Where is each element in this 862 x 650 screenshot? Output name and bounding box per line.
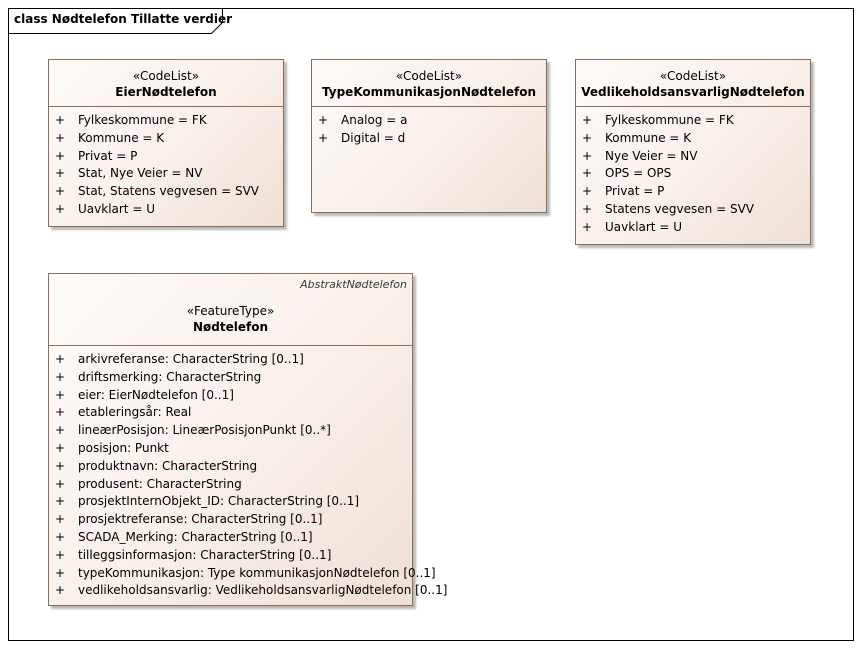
visibility-marker: + xyxy=(582,113,593,127)
attribute-row xyxy=(312,130,546,148)
class-stereotype: «CodeList» xyxy=(132,69,200,83)
attribute-row xyxy=(49,148,283,166)
class-box-nodtelefon[interactable] xyxy=(48,273,448,606)
class-stereotype: «FeatureType» xyxy=(186,304,275,318)
visibility-marker: + xyxy=(55,201,66,216)
attribute-text: Stat, Statens vegvesen = SVV xyxy=(78,184,259,199)
attribute-text: Nye Veier = NV xyxy=(605,148,698,163)
diagram-keyword: class xyxy=(14,12,48,26)
visibility-marker: + xyxy=(55,405,66,420)
attribute-row xyxy=(576,112,810,130)
attribute-row xyxy=(49,369,412,387)
visibility-marker: + xyxy=(55,529,66,544)
attribute-list xyxy=(576,107,810,237)
attribute-text: Privat = P xyxy=(78,148,138,163)
visibility-marker: + xyxy=(582,166,593,181)
attribute-text: tilleggsinformasjon: CharacterString [0..1] xyxy=(78,547,332,562)
visibility-marker: + xyxy=(55,113,66,127)
class-name: Nødtelefon xyxy=(192,320,268,334)
attribute-row xyxy=(576,219,810,237)
visibility-marker: + xyxy=(55,352,66,366)
attribute-text: vedlikeholdsansvarlig: VedlikeholdsansvarligNødtelefon [0..1] xyxy=(78,583,448,598)
visibility-marker: + xyxy=(582,184,593,199)
attribute-row xyxy=(576,130,810,148)
attribute-text: Fylkeskommune = FK xyxy=(605,113,734,127)
visibility-marker: + xyxy=(55,184,66,199)
visibility-marker: + xyxy=(582,219,593,234)
attribute-row xyxy=(49,404,412,422)
visibility-marker: + xyxy=(55,440,66,455)
visibility-marker: + xyxy=(582,201,593,216)
visibility-marker: + xyxy=(55,583,66,598)
attribute-text: Stat, Nye Veier = NV xyxy=(78,166,203,181)
attribute-text: etableringsår: Real xyxy=(78,405,192,420)
attribute-text: lineærPosisjon: LineærPosisjonPunkt [0..*] xyxy=(78,423,331,438)
attribute-row xyxy=(49,565,436,583)
diagram-title xyxy=(14,12,232,26)
class-name: TypeKommunikasjonNødtelefon xyxy=(322,85,536,99)
attribute-row xyxy=(49,183,283,201)
attribute-text: driftsmerking: CharacterString xyxy=(78,369,262,384)
attribute-row xyxy=(576,148,810,166)
visibility-marker: + xyxy=(55,512,66,527)
attribute-list xyxy=(312,107,546,148)
attribute-row xyxy=(49,529,412,547)
attribute-row xyxy=(576,183,810,201)
parent-class-name: AbstraktNødtelefon xyxy=(300,278,407,291)
attribute-row xyxy=(49,387,412,405)
attribute-text: posisjon: Punkt xyxy=(78,440,169,455)
attribute-row xyxy=(49,511,412,529)
attribute-text: typeKommunikasjon: Type kommunikasjonNødtelefon [0..1] xyxy=(78,565,436,580)
visibility-marker: + xyxy=(55,458,66,473)
class-header xyxy=(312,60,546,107)
attribute-text: SCADA_Merking: CharacterString [0..1] xyxy=(78,529,313,544)
attribute-row xyxy=(49,422,412,440)
class-box-eiernodtelefon[interactable] xyxy=(48,59,284,227)
attribute-row xyxy=(49,130,283,148)
class-box-vedlikeholdsansvarlignodtelefon[interactable] xyxy=(575,59,811,245)
attribute-text: OPS = OPS xyxy=(605,166,672,181)
visibility-marker: + xyxy=(318,130,329,145)
visibility-marker: + xyxy=(55,565,66,580)
class-header xyxy=(49,274,412,346)
visibility-marker: + xyxy=(55,166,66,181)
attribute-text: Analog = a xyxy=(341,113,408,127)
visibility-marker: + xyxy=(55,494,66,509)
attribute-text: prosjektreferanse: CharacterString [0..1] xyxy=(78,512,323,527)
class-header xyxy=(576,60,810,107)
visibility-marker: + xyxy=(55,476,66,491)
attribute-text: produktnavn: CharacterString xyxy=(78,458,258,473)
attribute-text: prosjektInternObjekt_ID: CharacterString [0..1] xyxy=(78,494,360,509)
attribute-list xyxy=(49,346,448,600)
attribute-row xyxy=(49,440,412,458)
attribute-row xyxy=(49,112,283,130)
attribute-text: arkivreferanse: CharacterString [0..1] xyxy=(78,352,304,366)
class-header xyxy=(49,60,283,107)
attribute-row xyxy=(576,201,810,219)
attribute-row xyxy=(49,493,412,511)
attribute-row xyxy=(576,165,810,183)
attribute-text: eier: EierNødtelefon [0..1] xyxy=(78,387,234,402)
visibility-marker: + xyxy=(582,148,593,163)
visibility-marker: + xyxy=(55,130,66,145)
attribute-row xyxy=(49,582,448,600)
attribute-list xyxy=(49,107,283,219)
attribute-text: Kommune = K xyxy=(605,130,692,145)
attribute-text: Fylkeskommune = FK xyxy=(78,113,207,127)
attribute-row xyxy=(49,351,412,369)
attribute-row xyxy=(49,476,412,494)
attribute-text: Kommune = K xyxy=(78,130,165,145)
visibility-marker: + xyxy=(55,387,66,402)
attribute-text: Uavklart = U xyxy=(605,219,682,234)
attribute-row xyxy=(312,112,546,130)
attribute-text: produsent: CharacterString xyxy=(78,476,242,491)
class-stereotype: «CodeList» xyxy=(659,69,727,83)
attribute-text: Digital = d xyxy=(341,130,406,145)
visibility-marker: + xyxy=(55,423,66,438)
attribute-row xyxy=(49,547,412,565)
attribute-row xyxy=(49,458,412,476)
attribute-text: Uavklart = U xyxy=(78,201,155,216)
class-box-typekommunikasjonnodtelefon[interactable] xyxy=(311,59,547,213)
class-stereotype: «CodeList» xyxy=(395,69,463,83)
visibility-marker: + xyxy=(55,148,66,163)
visibility-marker: + xyxy=(582,130,593,145)
attribute-row xyxy=(49,165,283,183)
class-name: EierNødtelefon xyxy=(115,85,217,99)
attribute-text: Statens vegvesen = SVV xyxy=(605,201,754,216)
attribute-text: Privat = P xyxy=(605,184,665,199)
diagram-name: Nødtelefon Tillatte verdier xyxy=(51,12,233,26)
attribute-row xyxy=(49,201,283,219)
visibility-marker: + xyxy=(318,113,329,127)
visibility-marker: + xyxy=(55,369,66,384)
class-name: VedlikeholdsansvarligNødtelefon xyxy=(581,85,805,99)
visibility-marker: + xyxy=(55,547,66,562)
